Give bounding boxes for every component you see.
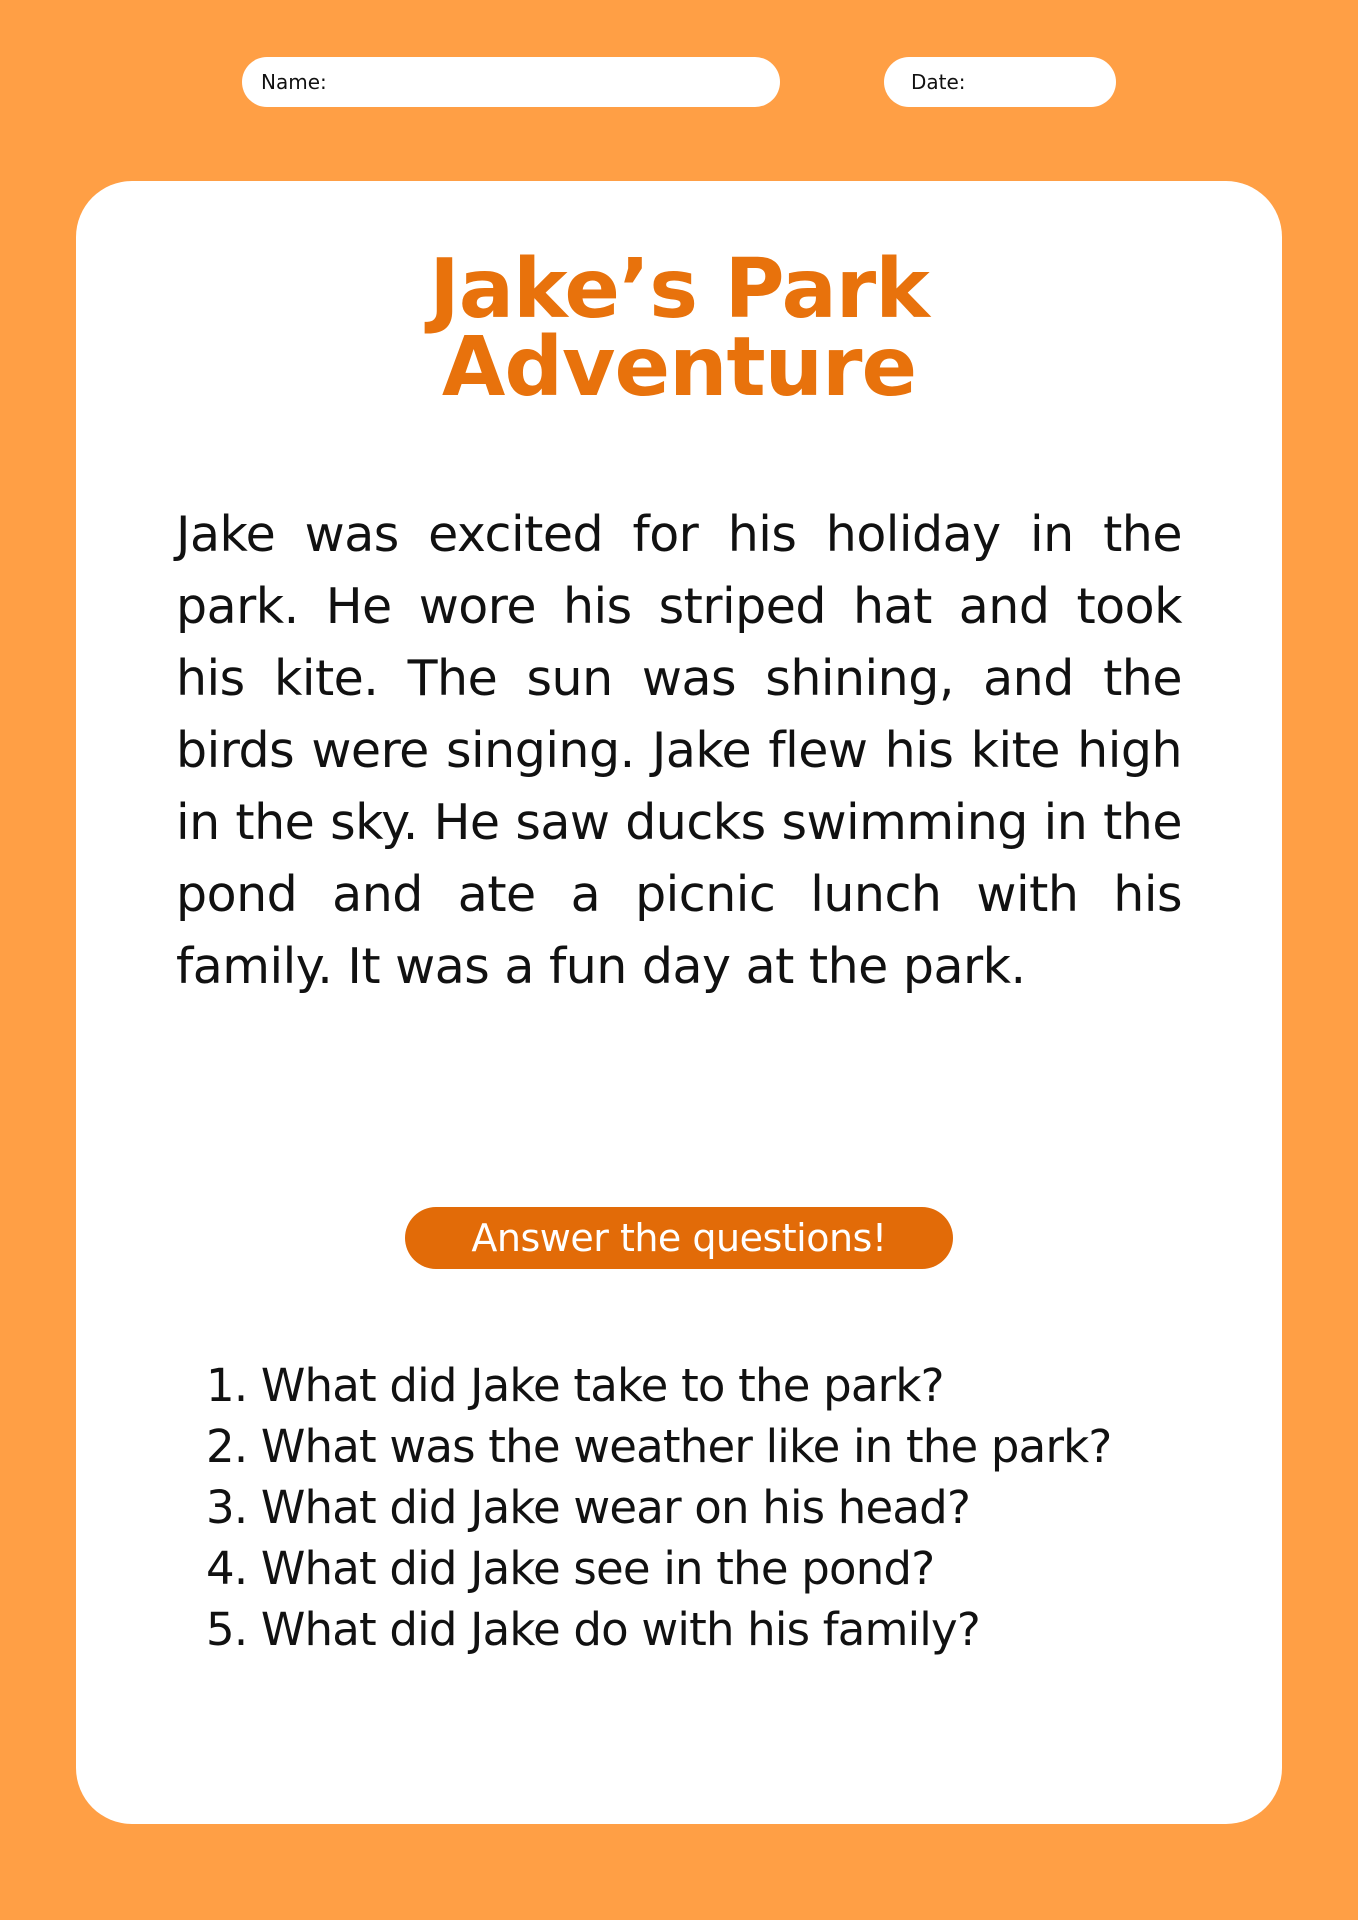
question-item: 5. What did Jake do with his family?: [206, 1603, 980, 1656]
question-item: 2. What was the weather like in the park?: [206, 1420, 1112, 1473]
answer-questions-label: Answer the questions!: [471, 1216, 887, 1260]
name-field[interactable]: [242, 57, 780, 107]
page-title: [76, 242, 1282, 415]
title-line-2: Adventure: [441, 320, 917, 415]
date-field[interactable]: [884, 57, 1116, 107]
worksheet-card: [76, 181, 1282, 1824]
question-item: 4. What did Jake see in the pond?: [206, 1542, 935, 1595]
question-list: [206, 1355, 1206, 1660]
title-line-1: Jake’s Park: [429, 242, 929, 337]
answer-questions-button: [405, 1207, 953, 1269]
question-item: 3. What did Jake wear on his head?: [206, 1481, 971, 1534]
name-label: Name:: [261, 70, 327, 94]
date-label: Date:: [911, 70, 966, 94]
question-item: 1. What did Jake take to the park?: [206, 1359, 944, 1412]
story-text: Jake was excited for his holiday in the park. He wore his striped hat and took his kite. The sun was shining, and the birds were singing. Jake flew his kite high in the sky. He saw ducks swimming in the pond and ate a picnic lunch with his family. It was a fun day at the park.: [176, 506, 1182, 995]
